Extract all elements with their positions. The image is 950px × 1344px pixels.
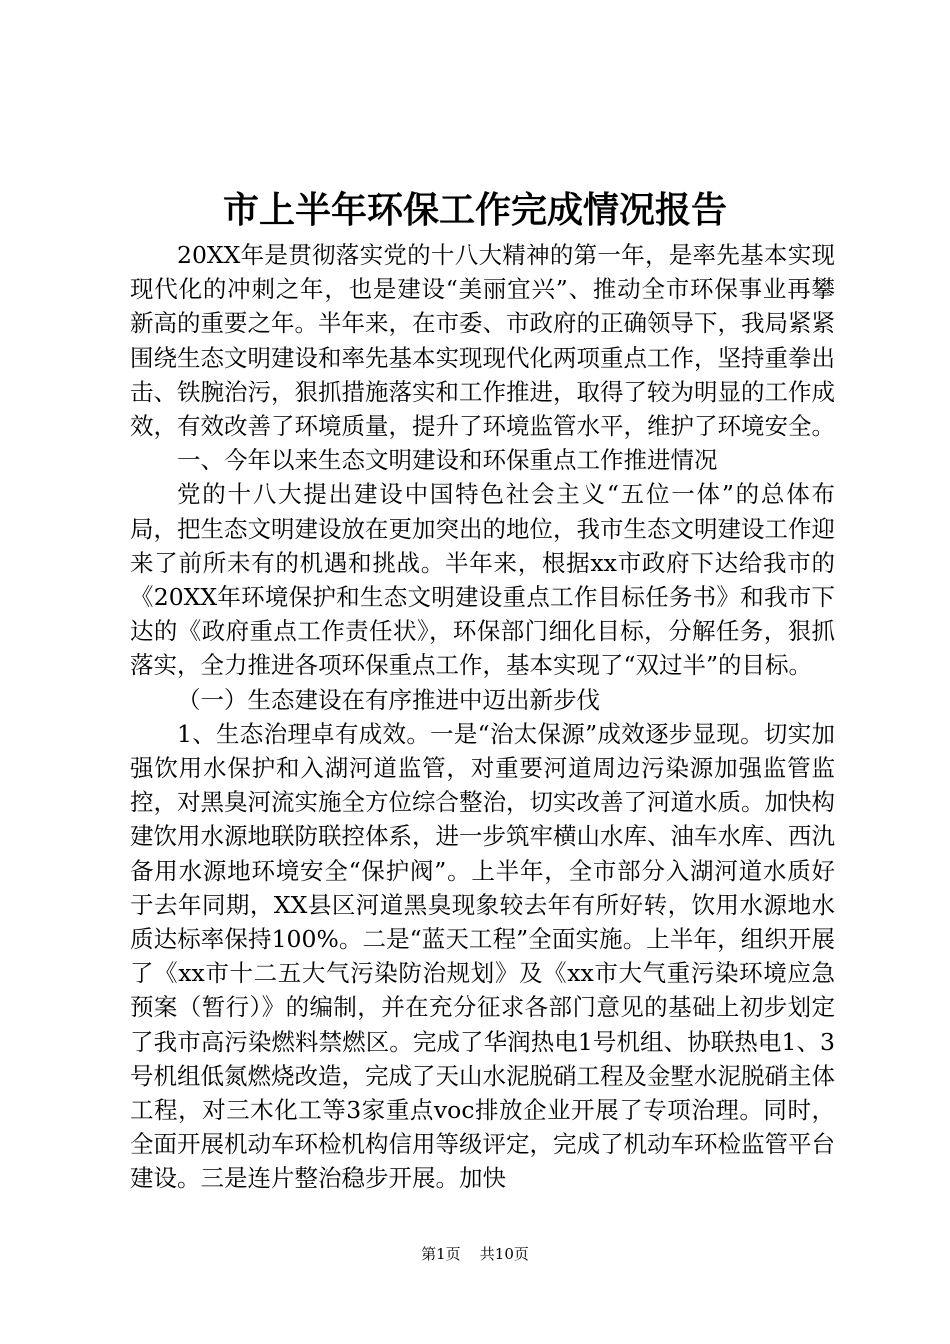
ecology-paragraph: 1、生态治理卓有成效。一是“治太保源”成效逐步显现。切实加强饮用水保护和入湖河道监管，对重要河道周边污染源加强监管监控，对黑臭河流实施全方位综合整治，切实改善了河道水质。加快构建饮用水源地联防联控体系，进一步筑牢横山水库、油车水库、西氿备用水源地环境安全“保护阀”。上半年，全市部分入湖河道水质好于去年同期，XX县区河道黑臭现象较去年有所好转，饮用水源地水质达标率保持100%。二是“蓝天工程”全面实施。上半年，组织开展了《xx市十二五大气污染防治规划》及《xx市大气重污染环境应急预案（暂行）》的编制，并在充分征求各部门意见的基础上初步划定了我市高污染燃料禁燃区。完成了华润热电1号机组、协联热电1、3号机组低氮燃烧改造，完成了天山水泥脱硝工程及金墅水泥脱硝主体工程，对三木化工等3家重点voc排放企业开展了专项治理。同时，全面开展机动车环检机构信用等级评定，完成了机动车环检监管平台建设。三是连片整治稳步开展。加快 xyxy=(130,719,835,1193)
intro-paragraph: 20XX年是贯彻落实党的十八大精神的第一年，是率先基本实现现代化的冲刺之年，也是建设“美丽宜兴”、推动全市环保事业再攀新高的重要之年。半年来，在市委、市政府的正确领导下，我局紧紧围绕生态文明建设和率先基本实现现代化两项重点工作，坚持重拳出击、铁腕治污，狠抓措施落实和工作推进，取得了较为明显的工作成效，有效改善了环境质量，提升了环境监管水平，维护了环境安全。 xyxy=(130,241,835,441)
section-paragraph: 党的十八大提出建设中国特色社会主义“五位一体”的总体布局，把生态文明建设放在更加突出的地位，我市生态文明建设工作迎来了前所未有的机遇和挑战。半年来，根据xx市政府下达给我市的《20XX年环境保护和生态文明建设重点工作目标任务书》和我市下达的《政府重点工作责任状》，环保部门细化目标，分解任务，狠抓落实，全力推进各项环保重点工作，基本实现了“双过半”的目标。 xyxy=(130,480,835,680)
document-body xyxy=(130,238,835,1196)
page-number: 第1页 xyxy=(421,1245,461,1263)
page-separator xyxy=(465,1245,475,1263)
document-title: 市上半年环保工作完成情况报告 xyxy=(222,189,727,231)
page-total: 共10页 xyxy=(479,1245,529,1263)
page-footer xyxy=(0,1243,950,1264)
section-heading: 一、今年以来生态文明建设和环保重点工作推进情况 xyxy=(177,446,718,475)
subsection-heading: （一）生态建设在有序推进中迈出新步伐 xyxy=(177,685,600,714)
